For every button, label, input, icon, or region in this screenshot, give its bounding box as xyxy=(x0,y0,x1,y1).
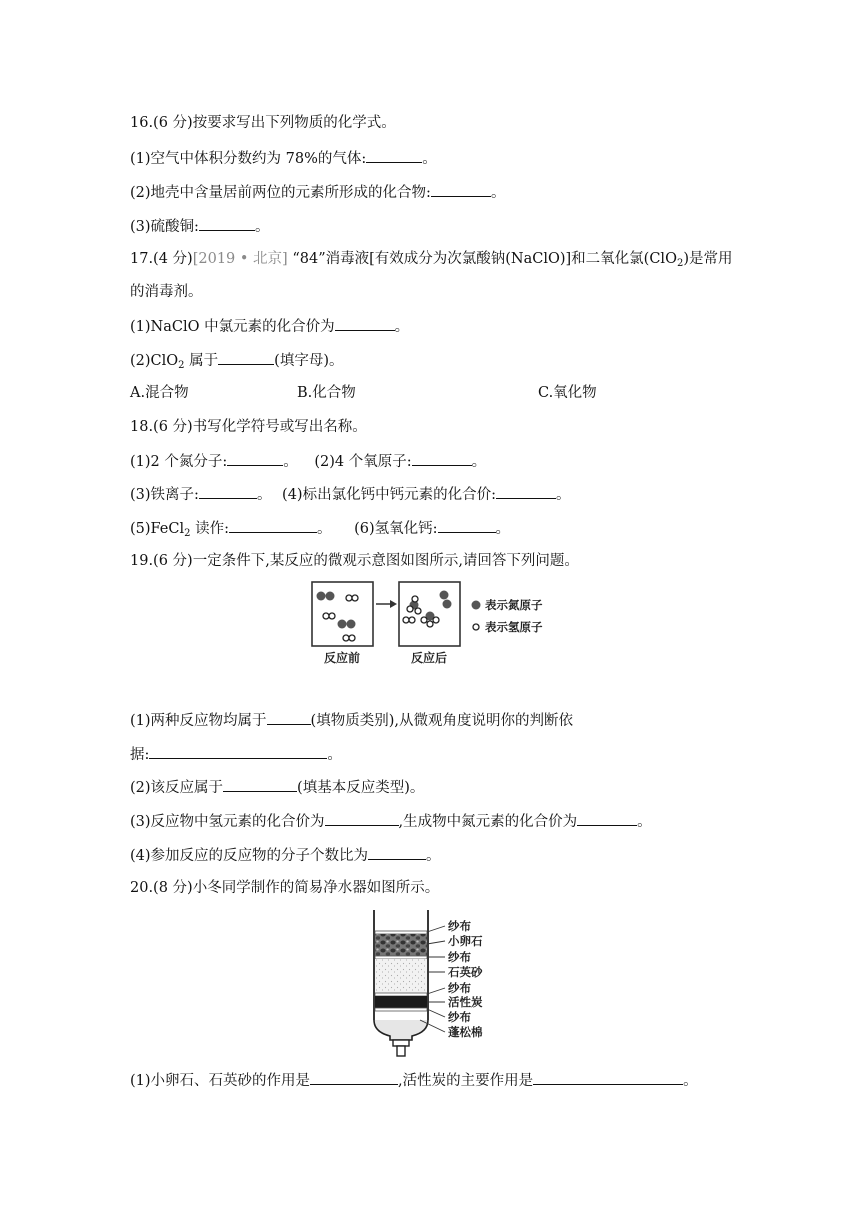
q20-part1-text-b: ,活性炭的主要作用是 xyxy=(398,1073,534,1089)
label-gauze: 纱布 xyxy=(448,981,471,995)
legend-nitrogen-label: 表示氮原子 xyxy=(485,598,543,612)
q18-part2-text: (2)4 个氧原子: xyxy=(314,454,412,470)
pebble-layer xyxy=(375,934,427,956)
q18-row3 xyxy=(130,518,510,539)
hydrogen-atom xyxy=(415,608,421,614)
outlet-tube xyxy=(397,1046,405,1056)
gauze-layer xyxy=(375,956,427,959)
answer-blank[interactable] xyxy=(223,777,297,792)
answer-blank[interactable] xyxy=(577,811,637,826)
q20-part1-text-a: (1)小卵石、石英砂的作用是 xyxy=(130,1073,311,1089)
nitrogen-atom xyxy=(443,600,452,609)
nitrogen-atom xyxy=(347,620,356,629)
caption-before: 反应前 xyxy=(323,651,361,665)
period: 。 xyxy=(555,487,571,503)
period: 。 xyxy=(327,747,342,763)
q19-part3 xyxy=(130,811,652,832)
q20-part1 xyxy=(130,1070,698,1091)
q19-part2-text-a: (2)该反应属于 xyxy=(130,780,224,796)
label-quartz-sand: 石英砂 xyxy=(448,965,483,979)
hydrogen-atom xyxy=(403,617,409,623)
hydrogen-atom xyxy=(412,596,418,602)
label-gauze: 纱布 xyxy=(448,1010,471,1024)
q17-part2-text-b: 属于 xyxy=(184,353,219,369)
period: 。 xyxy=(256,487,272,503)
q17-option-b: B.化合物 xyxy=(297,385,356,401)
nitrogen-atom xyxy=(326,592,335,601)
subscript: 2 xyxy=(178,360,185,371)
q16-part1-text: (1)空气中体积分数约为 78%的气体: xyxy=(130,151,367,167)
subscript: 2 xyxy=(184,528,191,539)
hydrogen-atom xyxy=(352,595,358,601)
hydrogen-atom xyxy=(433,617,439,623)
q18-row2 xyxy=(130,484,570,505)
gauze-layer xyxy=(375,1008,427,1011)
q17-text-a: “84”消毒液[有效成分为次氯酸钠(NaClO)]和二氧化氯(ClO xyxy=(287,251,677,267)
gauze-layer xyxy=(375,931,427,934)
hydrogen-atom xyxy=(349,635,355,641)
q18-part1-text: (1)2 个氮分子: xyxy=(130,454,228,470)
hydrogen-atom xyxy=(343,635,349,641)
activated-carbon-layer xyxy=(375,996,427,1008)
legend-nitrogen-icon xyxy=(472,601,481,610)
answer-blank[interactable] xyxy=(335,316,395,331)
answer-blank[interactable] xyxy=(412,451,472,466)
q20-title: 20.(8 分)小冬同学制作的简易净水器如图所示。 xyxy=(130,880,440,896)
period: 。 xyxy=(283,454,298,470)
nitrogen-atom xyxy=(317,592,326,601)
label-pebbles: 小卵石 xyxy=(448,934,483,948)
q19-part1 xyxy=(130,710,573,731)
q19-part3-text-b: ,生成物中氮元素的化合价为 xyxy=(398,814,578,830)
answer-blank[interactable] xyxy=(149,744,327,759)
q18-title: 18.(6 分)书写化学符号或写出名称。 xyxy=(130,419,367,435)
q18-part4-text: (4)标出氯化钙中钙元素的化合价: xyxy=(282,487,496,503)
q17-title xyxy=(130,249,733,269)
legend-hydrogen-icon xyxy=(473,624,479,630)
q17-text-b: )是常用 xyxy=(683,251,733,267)
answer-blank[interactable] xyxy=(199,484,257,499)
subscript: 2 xyxy=(676,258,684,269)
q17-part2 xyxy=(130,350,343,371)
nitrogen-atom xyxy=(440,591,449,600)
hydrogen-atom xyxy=(409,617,415,623)
nitrogen-atom xyxy=(338,620,347,629)
caption-after: 反应后 xyxy=(410,651,448,665)
q18-part3-text: (3)铁离子: xyxy=(130,487,199,503)
bottle-cap xyxy=(393,1040,409,1046)
answer-blank[interactable] xyxy=(496,484,556,499)
hydrogen-atom xyxy=(407,606,413,612)
q17-source: [2019 • 北京] xyxy=(192,251,288,267)
period: 。 xyxy=(394,319,410,335)
q17-part1-text: (1)NaClO 中氯元素的化合价为 xyxy=(130,319,335,335)
q17-part2-text-c: (填字母)。 xyxy=(274,353,344,369)
legend-hydrogen-label: 表示氢原子 xyxy=(485,620,543,634)
water-filter-diagram xyxy=(360,908,510,1060)
q18-part5-text-a: (5)FeCl xyxy=(130,521,185,537)
period: 。 xyxy=(471,454,487,470)
q16-title: 16.(6 分)按要求写出下列物质的化学式。 xyxy=(130,115,396,131)
arrow-head-icon xyxy=(390,600,397,608)
label-fluffy-cotton: 蓬松棉 xyxy=(448,1025,483,1039)
hydrogen-atom xyxy=(329,613,335,619)
q19-part1-text-c: 据: xyxy=(130,747,150,763)
period: 。 xyxy=(254,219,270,235)
q17-title-line2: 的消毒剂。 xyxy=(130,284,203,300)
q18-part6-text: (6)氢氧化钙: xyxy=(354,521,438,537)
label-activated-carbon: 活性炭 xyxy=(448,995,483,1009)
answer-blank[interactable] xyxy=(229,518,317,533)
q16-part1 xyxy=(130,148,437,169)
answer-blank[interactable] xyxy=(199,216,255,231)
q19-part1-line2 xyxy=(130,744,342,765)
answer-blank[interactable] xyxy=(310,1070,398,1085)
period: 。 xyxy=(490,185,506,201)
q17-part1 xyxy=(130,316,409,337)
q19-part4-text: (4)参加反应的反应物的分子个数比为 xyxy=(130,848,369,864)
reaction-diagram xyxy=(300,578,570,670)
label-gauze: 纱布 xyxy=(448,919,471,933)
period: 。 xyxy=(422,151,437,167)
q19-part4 xyxy=(130,845,441,866)
hydrogen-atom xyxy=(323,613,329,619)
label-gauze: 纱布 xyxy=(448,950,471,964)
q18-row1 xyxy=(130,451,486,472)
bottle-neck xyxy=(374,1020,428,1040)
period: 。 xyxy=(426,848,441,864)
q16-part3 xyxy=(130,216,269,237)
answer-blank[interactable] xyxy=(325,811,399,826)
q19-part2 xyxy=(130,777,424,798)
period: 。 xyxy=(495,521,511,537)
q19-part1-text-b: (填物质类别),从微观角度说明你的判断依 xyxy=(310,713,573,729)
period: 。 xyxy=(317,521,332,537)
period: 。 xyxy=(637,814,652,830)
q19-title: 19.(6 分)一定条件下,某反应的微观示意图如图所示,请回答下列问题。 xyxy=(130,553,579,569)
period: 。 xyxy=(683,1073,698,1089)
hydrogen-atom xyxy=(346,595,352,601)
q16-part2 xyxy=(130,182,505,203)
q19-part3-text-a: (3)反应物中氢元素的化合价为 xyxy=(130,814,325,830)
answer-blank[interactable] xyxy=(368,845,426,860)
quartz-sand-layer xyxy=(375,959,427,993)
answer-blank[interactable] xyxy=(267,710,311,725)
q19-part1-text-a: (1)两种反应物均属于 xyxy=(130,713,267,729)
q16-part3-text: (3)硫酸铜: xyxy=(130,219,199,235)
q17-number: 17.(4 分) xyxy=(130,251,193,267)
answer-blank[interactable] xyxy=(218,350,274,365)
answer-blank[interactable] xyxy=(438,518,496,533)
answer-blank[interactable] xyxy=(431,182,491,197)
answer-blank[interactable] xyxy=(227,451,283,466)
answer-blank[interactable] xyxy=(366,148,422,163)
answer-blank[interactable] xyxy=(533,1070,683,1085)
hydrogen-atom xyxy=(421,617,427,623)
gauze-layer xyxy=(375,993,427,996)
q18-part5-text-b: 读作: xyxy=(190,521,229,537)
hydrogen-atom xyxy=(427,621,433,627)
q16-part2-text: (2)地壳中含量居前两位的元素所形成的化合物: xyxy=(130,185,431,201)
q19-part2-text-b: (填基本反应类型)。 xyxy=(297,780,425,796)
q17-option-a: A.混合物 xyxy=(130,385,189,401)
q17-option-c: C.氧化物 xyxy=(538,385,597,401)
q17-part2-text-a: (2)ClO xyxy=(130,353,179,369)
